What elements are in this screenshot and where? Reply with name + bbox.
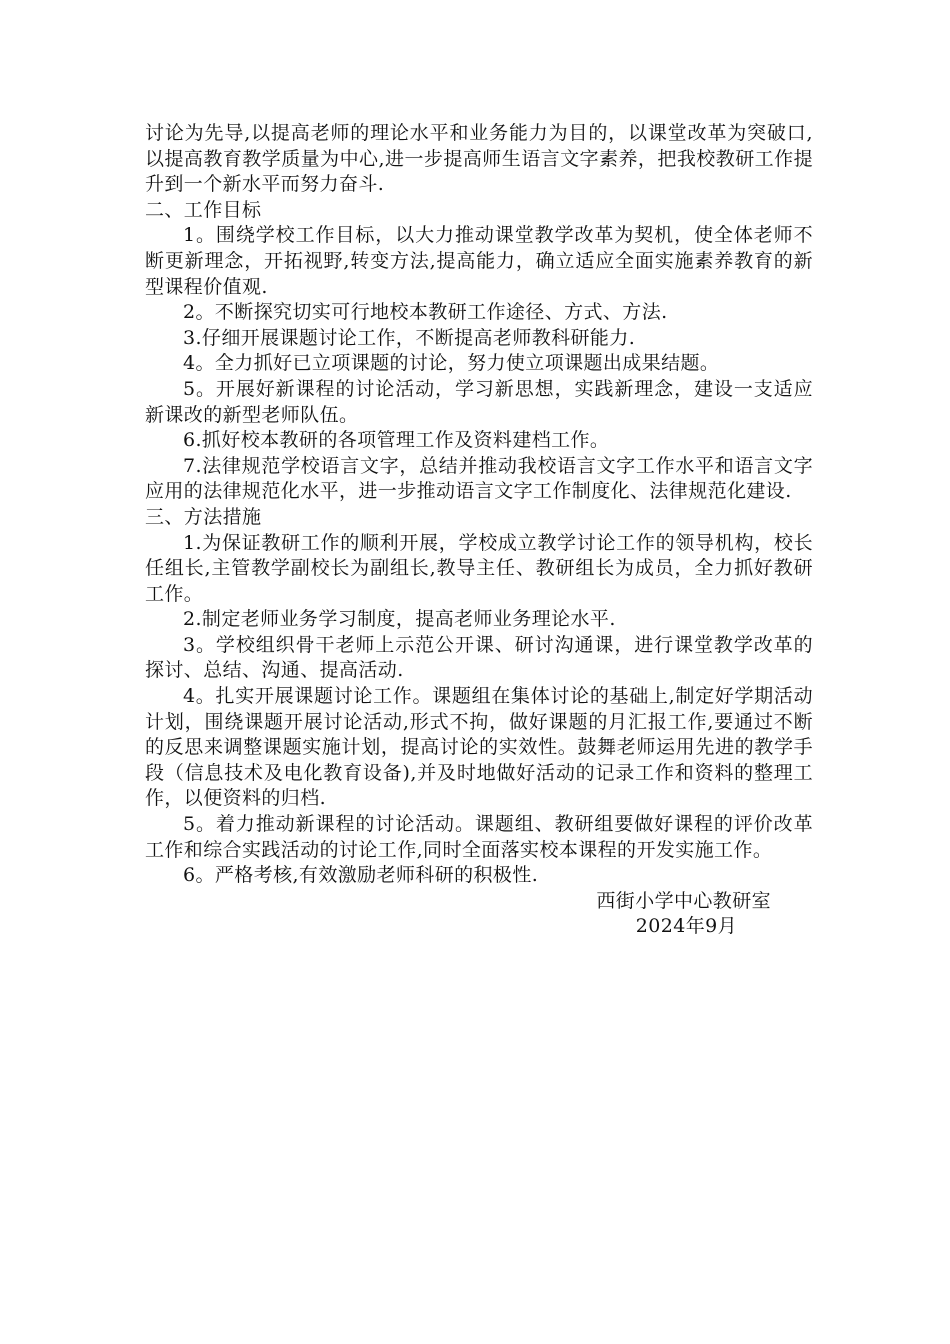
goal-item: 3.仔细开展课题讨论工作，不断提高老师教科研能力. bbox=[183, 326, 636, 349]
intro-paragraph: 讨论为先导,以提高老师的理论水平和业务能力为目的，以课堂改革为突破口,以提高教育教学质量为中心,进一步提高师生语言文字素养，把我校教研工作提升到一个新水平而努力奋斗. bbox=[145, 122, 813, 196]
goal-item: 7.法律规范学校语言文字，总结并推动我校语言文字工作水平和语言文字应用的法律规范化水平，进一步推动语言文字工作制度化、法律规范化建设. bbox=[145, 454, 813, 503]
measure-item: 6。严格考核,有效激励老师科研的积极性. bbox=[183, 864, 539, 887]
goal-item: 6.抓好校本教研的各项管理工作及资料建档工作。 bbox=[183, 429, 610, 452]
goal-item: 1。围绕学校工作目标，以大力推动课堂教学改革为契机，使全体老师不断更新理念，开拓视野,转变方法,提高能力，确立适应全面实施素养教育的新型课程价值观. bbox=[145, 224, 813, 298]
measure-item: 2.制定老师业务学习制度，提高老师业务理论水平. bbox=[183, 608, 616, 631]
measure-item: 5。着力推动新课程的讨论活动。课题组、教研组要做好课程的评价改革工作和综合实践活动的讨论工作,同时全面落实校本课程的开发实施工作。 bbox=[145, 813, 813, 861]
measure-item: 1.为保证教研工作的顺利开展，学校成立教学讨论工作的领导机构，校长任组长,主管教学副校长为副组长,教导主任、教研组长为成员，全力抓好教研工作。 bbox=[145, 531, 813, 605]
goal-item: 2。不断探究切实可行地校本教研工作途径、方式、方法. bbox=[183, 301, 668, 324]
signature-organization: 西街小学中心教研室 bbox=[596, 889, 771, 912]
section-heading-measures: 三、方法措施 bbox=[145, 505, 262, 528]
section-heading-goals: 二、工作目标 bbox=[145, 198, 262, 221]
signature-date: 2024年9月 bbox=[635, 915, 737, 938]
goal-item: 5。开展好新课程的讨论活动，学习新思想，实践新理念，建设一支适应新课改的新型老师队伍。 bbox=[145, 377, 813, 426]
measure-item: 3。学校组织骨干老师上示范公开课、研讨沟通课，进行课堂教学改革的探讨、总结、沟通、提高活动. bbox=[145, 633, 813, 682]
goal-item: 4。全力抓好已立项课题的讨论，努力使立项课题出成果结题。 bbox=[183, 352, 720, 375]
measure-item: 4。扎实开展课题讨论工作。课题组在集体讨论的基础上,制定好学期活动计划，围绕课题开展讨论活动,形式不拘，做好课题的月汇报工作,要通过不断的反思来调整课题实施计划，提高讨论的实效性。鼓舞老师运用先进的教学手段（信息技术及电化教育设备),并及时地做好活动的记录工作和资料的整理工作，以便资料的归档. bbox=[145, 685, 813, 810]
document-body bbox=[145, 121, 813, 940]
